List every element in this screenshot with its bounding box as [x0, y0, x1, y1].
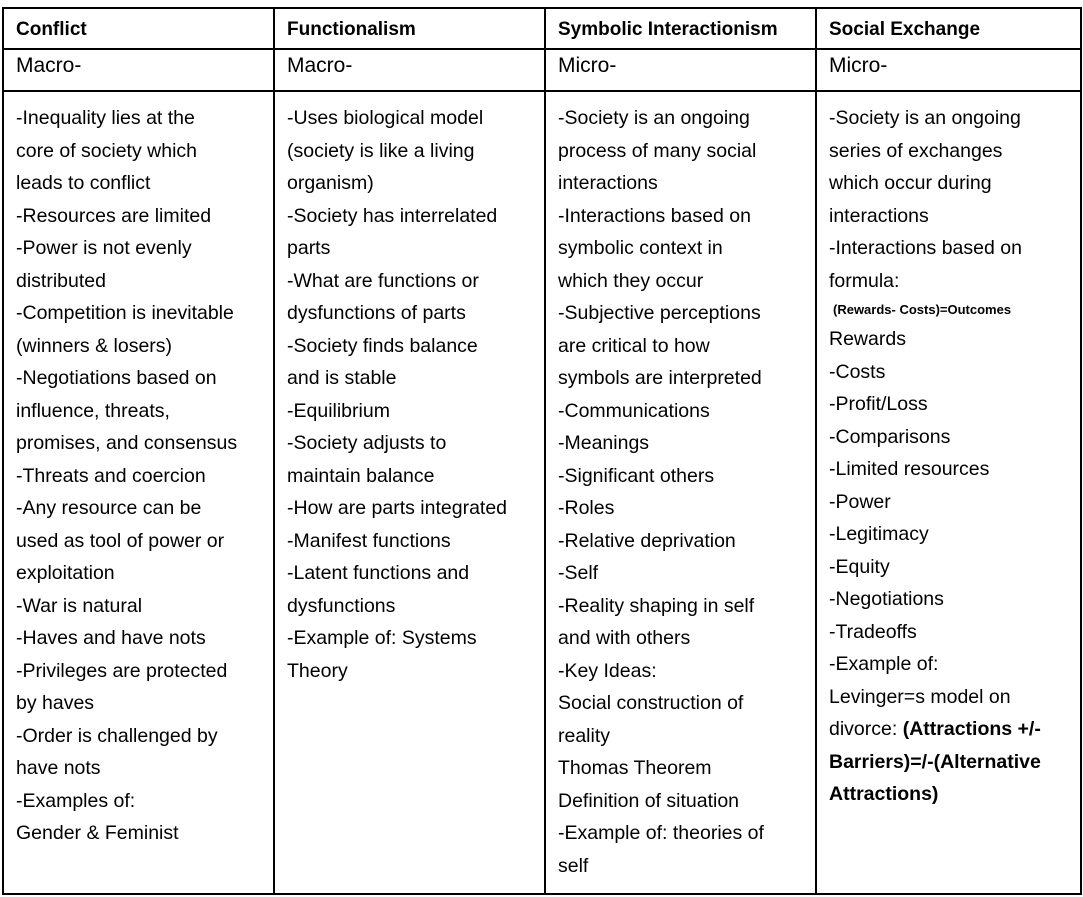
- content-cell-social-exchange: [816, 91, 1081, 894]
- text-line: -Costs: [829, 360, 886, 383]
- text-line: used as tool of power or: [16, 529, 225, 552]
- column-title: Functionalism: [287, 19, 416, 40]
- level-row: [3, 49, 1081, 91]
- text-line: reality: [558, 724, 611, 747]
- text-line: dysfunctions of parts: [287, 302, 466, 324]
- text-line: -Society is an ongoing: [829, 107, 1021, 129]
- text-line: -Example of: Systems: [287, 627, 477, 649]
- lines-group-b: [829, 323, 1080, 713]
- text-line: self: [558, 854, 589, 877]
- text-line: -Competition is inevitable: [16, 302, 234, 324]
- text-line: Levinger=s model on: [829, 685, 1011, 708]
- text-line: Theory: [287, 659, 348, 682]
- text-line: formula:: [829, 269, 900, 292]
- text-line: -Tradeoffs: [829, 620, 917, 643]
- text-line: -Power: [829, 490, 891, 513]
- text-line: Social construction of: [558, 692, 744, 714]
- level-cell-conflict: [3, 49, 274, 91]
- text-line: -Negotiations: [829, 588, 944, 610]
- text-line: distributed: [16, 269, 106, 292]
- text-line: Definition of situation: [558, 789, 740, 812]
- text-line: Thomas Theorem: [558, 757, 712, 779]
- level-label: Micro-: [558, 54, 617, 77]
- text-line: -Resources are limited: [16, 204, 212, 227]
- text-line: -Comparisons: [829, 425, 951, 448]
- text-line: influence, threats,: [16, 399, 170, 422]
- text-line: leads to conflict: [16, 172, 151, 194]
- text-line: promises, and consensus: [16, 432, 238, 454]
- text-line: -Negotiations based on: [16, 367, 217, 389]
- header-cell-functionalism: [274, 8, 545, 49]
- content-row: [3, 91, 1081, 894]
- text-line: interactions: [829, 204, 929, 227]
- text-line: -Interactions based on: [829, 237, 1022, 259]
- text-line: (winners & losers): [16, 334, 173, 357]
- level-cell-functionalism: [274, 49, 545, 91]
- text-line: -Interactions based on: [558, 204, 751, 227]
- content-cell-symbolic-interactionism: [545, 91, 816, 894]
- text-line: dysfunctions: [287, 594, 396, 617]
- formula-text: (Rewards- Costs)=Outcomes: [833, 302, 1012, 317]
- text-line: maintain balance: [287, 464, 435, 487]
- text-line: core of society which: [16, 139, 197, 162]
- content-cell-conflict: [3, 91, 274, 894]
- text-line: -Example of: theories of: [558, 822, 764, 844]
- text-line: -Haves and have nots: [16, 627, 206, 649]
- column-title: Symbolic Interactionism: [558, 19, 778, 40]
- text-line: symbolic context in: [558, 237, 723, 259]
- text-line: -What are functions or: [287, 269, 479, 292]
- text-line: -Subjective perceptions: [558, 302, 761, 324]
- text-line: -Communications: [558, 399, 710, 422]
- text-line: -Uses biological model: [287, 107, 484, 129]
- bold-formula-line: Attractions): [829, 783, 939, 805]
- theories-table: [2, 7, 1082, 895]
- text-line: -Equity: [829, 555, 890, 578]
- text-line: series of exchanges: [829, 139, 1003, 162]
- text-line: -Examples of:: [16, 789, 136, 812]
- header-cell-social-exchange: [816, 8, 1081, 49]
- text-line: Gender & Feminist: [16, 822, 179, 844]
- text-line: -Meanings: [558, 432, 650, 454]
- text-line: -Any resource can be: [16, 497, 202, 519]
- text-line: -Roles: [558, 497, 615, 519]
- text-line: -Latent functions and: [287, 562, 470, 584]
- level-cell-symbolic-interactionism: [545, 49, 816, 91]
- text-line: have nots: [16, 757, 101, 779]
- divorce-prefix: divorce:: [829, 718, 903, 740]
- text-line: -How are parts integrated: [287, 497, 508, 519]
- text-line: -Order is challenged by: [16, 724, 218, 747]
- text-line: -Legitimacy: [829, 523, 929, 545]
- text-line: organism): [287, 172, 374, 194]
- text-line: -Example of:: [829, 653, 939, 675]
- text-line: -Power is not evenly: [16, 237, 192, 259]
- text-line: symbols are interpreted: [558, 367, 762, 389]
- text-line: process of many social: [558, 139, 757, 162]
- level-label: Micro-: [829, 54, 888, 77]
- text-line: -War is natural: [16, 594, 143, 617]
- text-line: -Privileges are protected: [16, 659, 228, 682]
- column-title: Social Exchange: [829, 19, 981, 40]
- level-cell-social-exchange: [816, 49, 1081, 91]
- column-title: Conflict: [16, 19, 87, 40]
- text-line: interactions: [558, 172, 658, 194]
- text-line: Rewards: [829, 328, 906, 350]
- text-line: -Inequality lies at the: [16, 107, 195, 129]
- text-line: (society is like a living: [287, 139, 475, 162]
- text-line: -Significant others: [558, 464, 715, 487]
- lines-group-a: [829, 102, 1080, 297]
- text-line: which they occur: [558, 269, 704, 292]
- text-line: are critical to how: [558, 334, 710, 357]
- content-cell-functionalism: [274, 91, 545, 894]
- bold-formula-part: (Attractions +/-: [902, 718, 1041, 740]
- text-line: -Society finds balance: [287, 334, 478, 357]
- text-line: -Self: [558, 562, 599, 584]
- header-cell-conflict: [3, 8, 274, 49]
- text-line: -Manifest functions: [287, 529, 451, 552]
- header-cell-symbolic-interactionism: [545, 8, 816, 49]
- text-line: by haves: [16, 692, 95, 714]
- text-line: and is stable: [287, 367, 397, 389]
- text-line: [829, 713, 1080, 746]
- text-line: -Threats and coercion: [16, 464, 206, 487]
- text-line: and with others: [558, 627, 691, 649]
- header-row: [3, 8, 1081, 49]
- text-line: -Society is an ongoing: [558, 107, 750, 129]
- text-line: which occur during: [829, 172, 992, 194]
- text-line: -Key Ideas:: [558, 659, 657, 682]
- text-line: -Reality shaping in self: [558, 594, 755, 617]
- level-label: Macro-: [287, 54, 353, 77]
- text-line: -Society has interrelated: [287, 204, 498, 227]
- text-line: exploitation: [16, 562, 115, 584]
- level-label: Macro-: [16, 54, 82, 77]
- bold-formula-line: Barriers)=/-(Alternative: [829, 750, 1041, 773]
- text-line: parts: [287, 237, 331, 259]
- text-line: -Profit/Loss: [829, 393, 928, 415]
- text-line: -Society adjusts to: [287, 432, 447, 454]
- text-line: -Limited resources: [829, 458, 990, 480]
- text-line: -Equilibrium: [287, 399, 390, 422]
- text-line: -Relative deprivation: [558, 529, 736, 552]
